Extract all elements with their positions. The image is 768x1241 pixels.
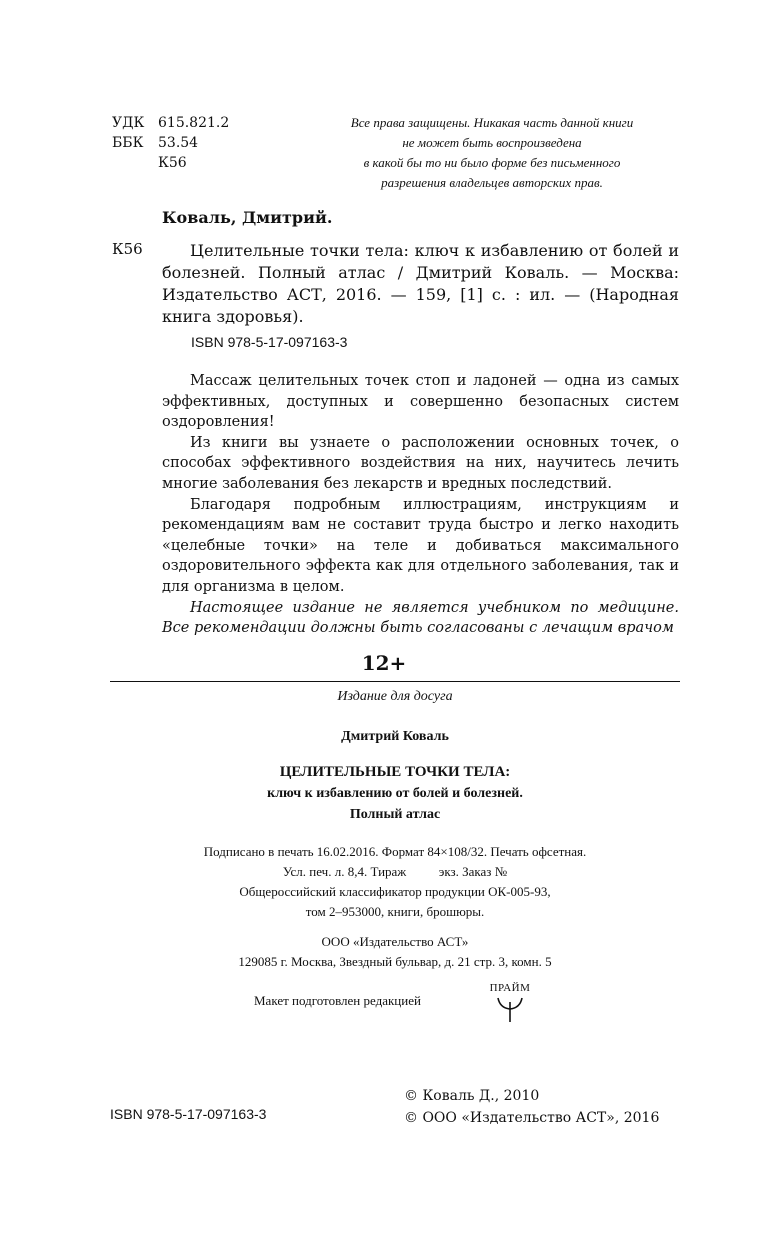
classifier-line: том 2–953000, книги, брошюры.	[305, 904, 485, 919]
catalog-author-heading: Коваль, Дмитрий.	[162, 208, 333, 227]
layout-credit: Макет подготовлен редакцией	[254, 993, 421, 1008]
rights-line: Все права защищены. Никакая часть данной книги	[350, 115, 634, 130]
publisher-name: ООО «Издательство АСТ»	[321, 934, 469, 949]
publisher-address: 129085 г. Москва, Звездный бульвар, д. 21 стр. 3, комн. 5	[238, 954, 552, 969]
classification-codes	[112, 113, 229, 173]
classifier-line: Общероссийский классификатор продукции ОК-005-93,	[239, 884, 551, 899]
print-line: Подписано в печать 16.02.2016. Формат 84×108/32. Печать офсетная.	[203, 844, 587, 859]
udk-row	[112, 113, 229, 133]
bbk-row	[112, 133, 229, 153]
leisure-label: Издание для досуга	[337, 689, 453, 704]
catalog-isbn: ISBN 978-5-17-097163-3	[191, 334, 348, 350]
annotation-paragraph: Из книги вы узнаете о расположении основных точек, о способах эффективного воздействия на них, научитесь лечить многие заболевания без лекарств и вредных последствий.	[162, 434, 679, 492]
footer-isbn: ISBN 978-5-17-097163-3	[110, 1106, 267, 1122]
author-mark-row	[112, 153, 229, 173]
catalog-description: Целительные точки тела: ключ к избавлению от болей и болезней. Полный атлас / Дмитрий Коваль. — Москва: Издательство АСТ, 2016. — 159, [1] с. : ил. — (Народная книга здоровья).	[162, 241, 679, 326]
print-details	[0, 842, 768, 882]
catalog-author-mark: К56	[112, 240, 143, 258]
print-line: Усл. печ. л. 8,4. Тираж экз. Заказ №	[282, 864, 508, 879]
copyright-line: © ООО «Издательство АСТ», 2016	[404, 1110, 660, 1126]
divider	[110, 681, 680, 682]
copyright-block	[404, 1085, 659, 1129]
prime-logo-text: ПРАЙМ	[489, 982, 531, 994]
annotation-paragraph: Массаж целительных точек стоп и ладоней — одна из самых эффективных, доступных и совершенно безопасных систем оздоровления!	[162, 373, 679, 431]
bbk-value: 53.54	[158, 135, 199, 151]
product-classifier	[0, 882, 768, 922]
rights-line: разрешения владельцев авторских прав.	[381, 175, 603, 190]
publisher-info	[0, 932, 768, 972]
medical-disclaimer: Настоящее издание не является учебником по медицине. Все рекомендации должны быть согласованы с лечащим врачом	[162, 599, 679, 637]
imprint-author: Дмитрий Коваль	[341, 729, 449, 744]
author-mark: К56	[158, 155, 187, 171]
prime-logo-icon	[484, 982, 536, 1026]
rights-line: в какой бы то ни было форме без письменного	[363, 155, 621, 170]
bbk-label: ББК	[112, 135, 144, 151]
udk-label: УДК	[112, 115, 145, 131]
imprint-title-line: Полный атлас	[349, 807, 441, 822]
imprint-title	[0, 762, 768, 825]
udk-value: 615.821.2	[158, 115, 230, 131]
imprint-title-line: ЦЕЛИТЕЛЬНЫЕ ТОЧКИ ТЕЛА:	[279, 764, 511, 780]
annotation	[162, 371, 679, 639]
age-rating: 12+	[361, 651, 407, 675]
rights-line: не может быть воспроизведена	[402, 135, 582, 150]
rights-notice	[300, 113, 684, 193]
copyright-line: © Коваль Д., 2010	[404, 1088, 540, 1104]
annotation-paragraph: Благодаря подробным иллюстрациям, инструкциям и рекомендациям вам не составит труда быстро и легко находить «целебные точки» на теле и добиваться максимального оздоровительного эффекта как для отдельного заболевания, так и для организма в целом.	[162, 496, 679, 595]
imprint-title-line: ключ к избавлению от болей и болезней.	[267, 786, 523, 801]
